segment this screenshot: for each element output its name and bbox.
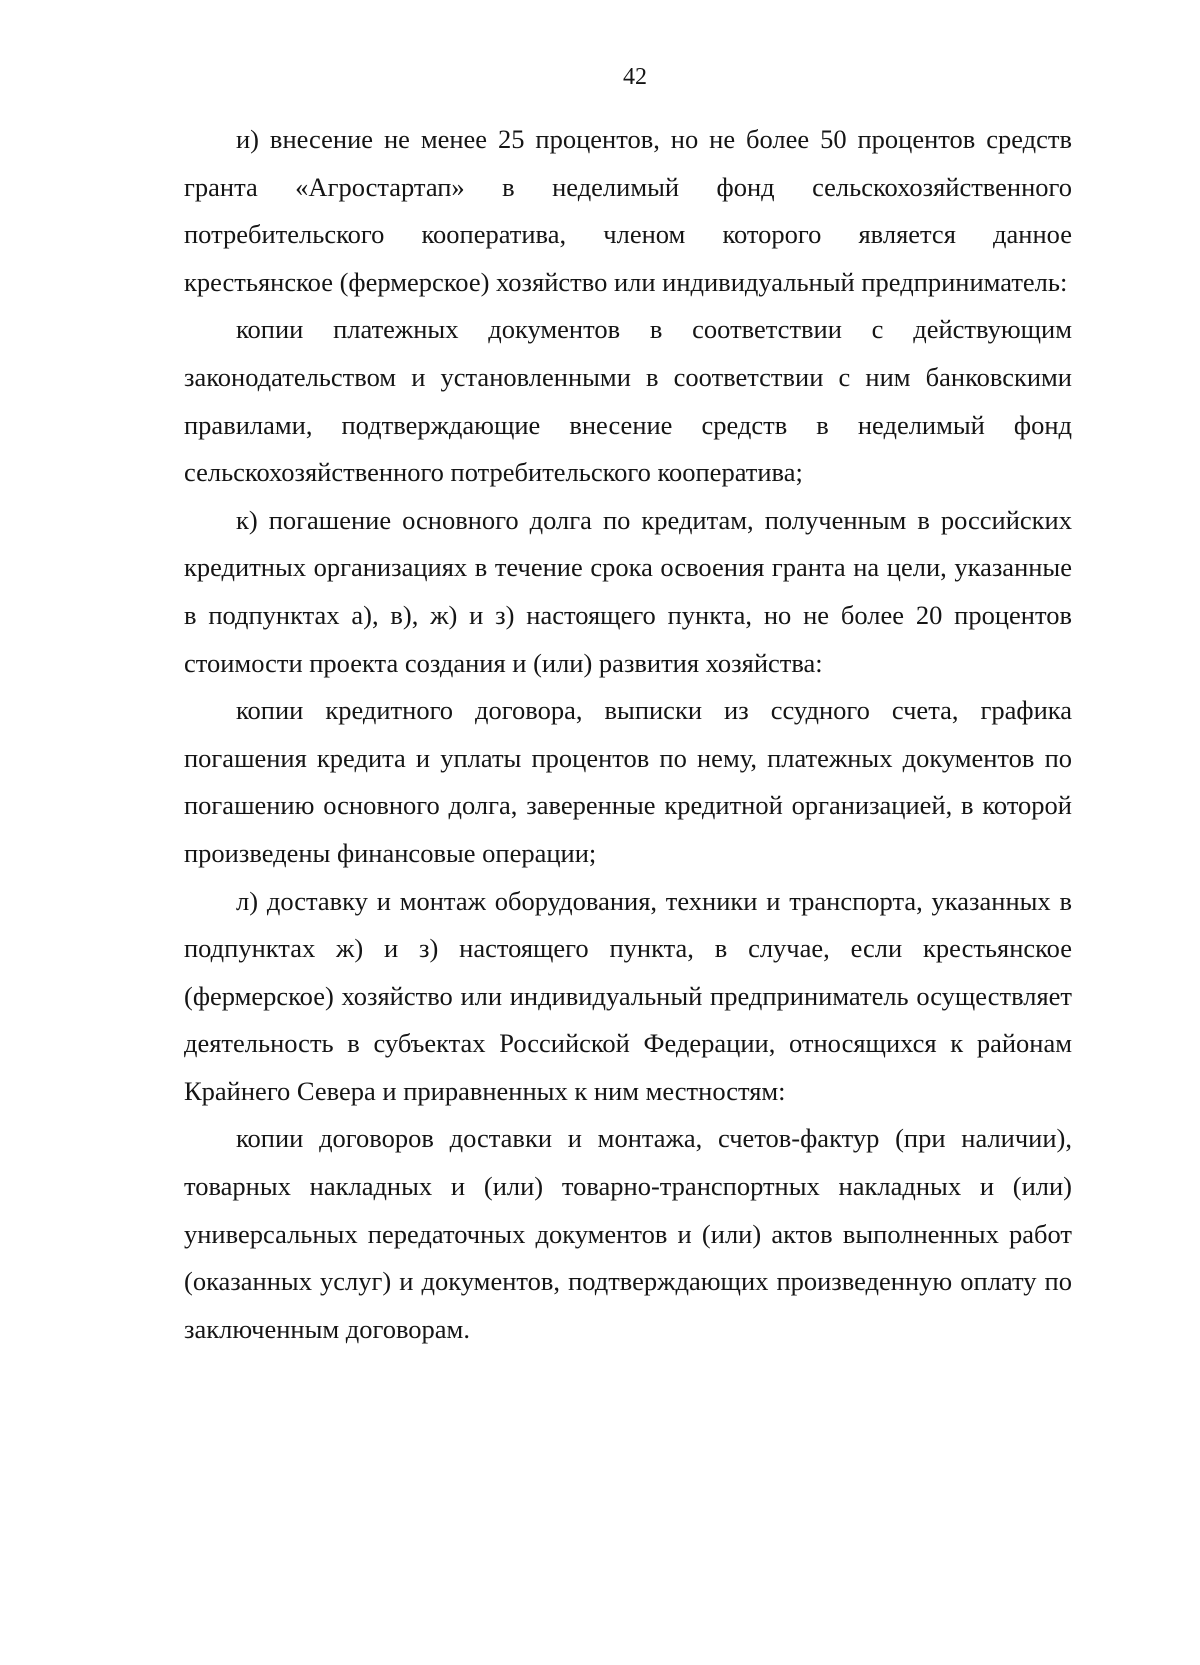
paragraph-item-l: л) доставку и монтаж оборудования, техники и транспорта, указанных в подпунктах ж) и з) настоящего пункта, в случае, если крестьянское (фермерское) хозяйство или индивидуальный предприниматель осуществляет деятельность в субъектах Российской Федерации, относящихся к районам Крайнего Севера и приравненных к ним местностям: — [184, 885, 1072, 1106]
paragraph-item-i: и) внесение не менее 25 процентов, но не более 50 процентов средств гранта «Агростартап» в неделимый фонд сельскохозяйственного потребительского кооператива, членом которого является данное крестьянское (фермерское) хозяйство или индивидуальный предприниматель: — [184, 124, 1072, 297]
paragraph-item-l-documents: копии договоров доставки и монтажа, счетов-фактур (при наличии), товарных накладных и (или) товарно-транспортных накладных и (или) универсальных передаточных документов и (или) актов выполненных работ (оказанных услуг) и документов, подтверждающих произведенную оплату по заключенным договорам. — [184, 1123, 1072, 1344]
document-body — [184, 116, 1072, 1353]
paragraph-item-k-documents: копии кредитного договора, выписки из ссудного счета, графика погашения кредита и уплаты процентов по нему, платежных документов по погашению основного долга, заверенные кредитной организацией, в которой произведены финансовые операции; — [184, 695, 1072, 868]
page-number: 42 — [623, 64, 647, 90]
paragraph-item-i-documents: копии платежных документов в соответствии с действующим законодательством и установленными в соответствии с ним банковскими правилами, подтверждающие внесение средств в неделимый фонд сельскохозяйственного потребительского кооператива; — [184, 314, 1072, 488]
paragraph-item-k: к) погашение основного долга по кредитам, полученным в российских кредитных организациях в течение срока освоения гранта на цели, указанные в подпунктах а), в), ж) и з) настоящего пункта, но не более 20 процентов стоимости проекта создания и (или) развития хозяйства: — [184, 504, 1072, 678]
